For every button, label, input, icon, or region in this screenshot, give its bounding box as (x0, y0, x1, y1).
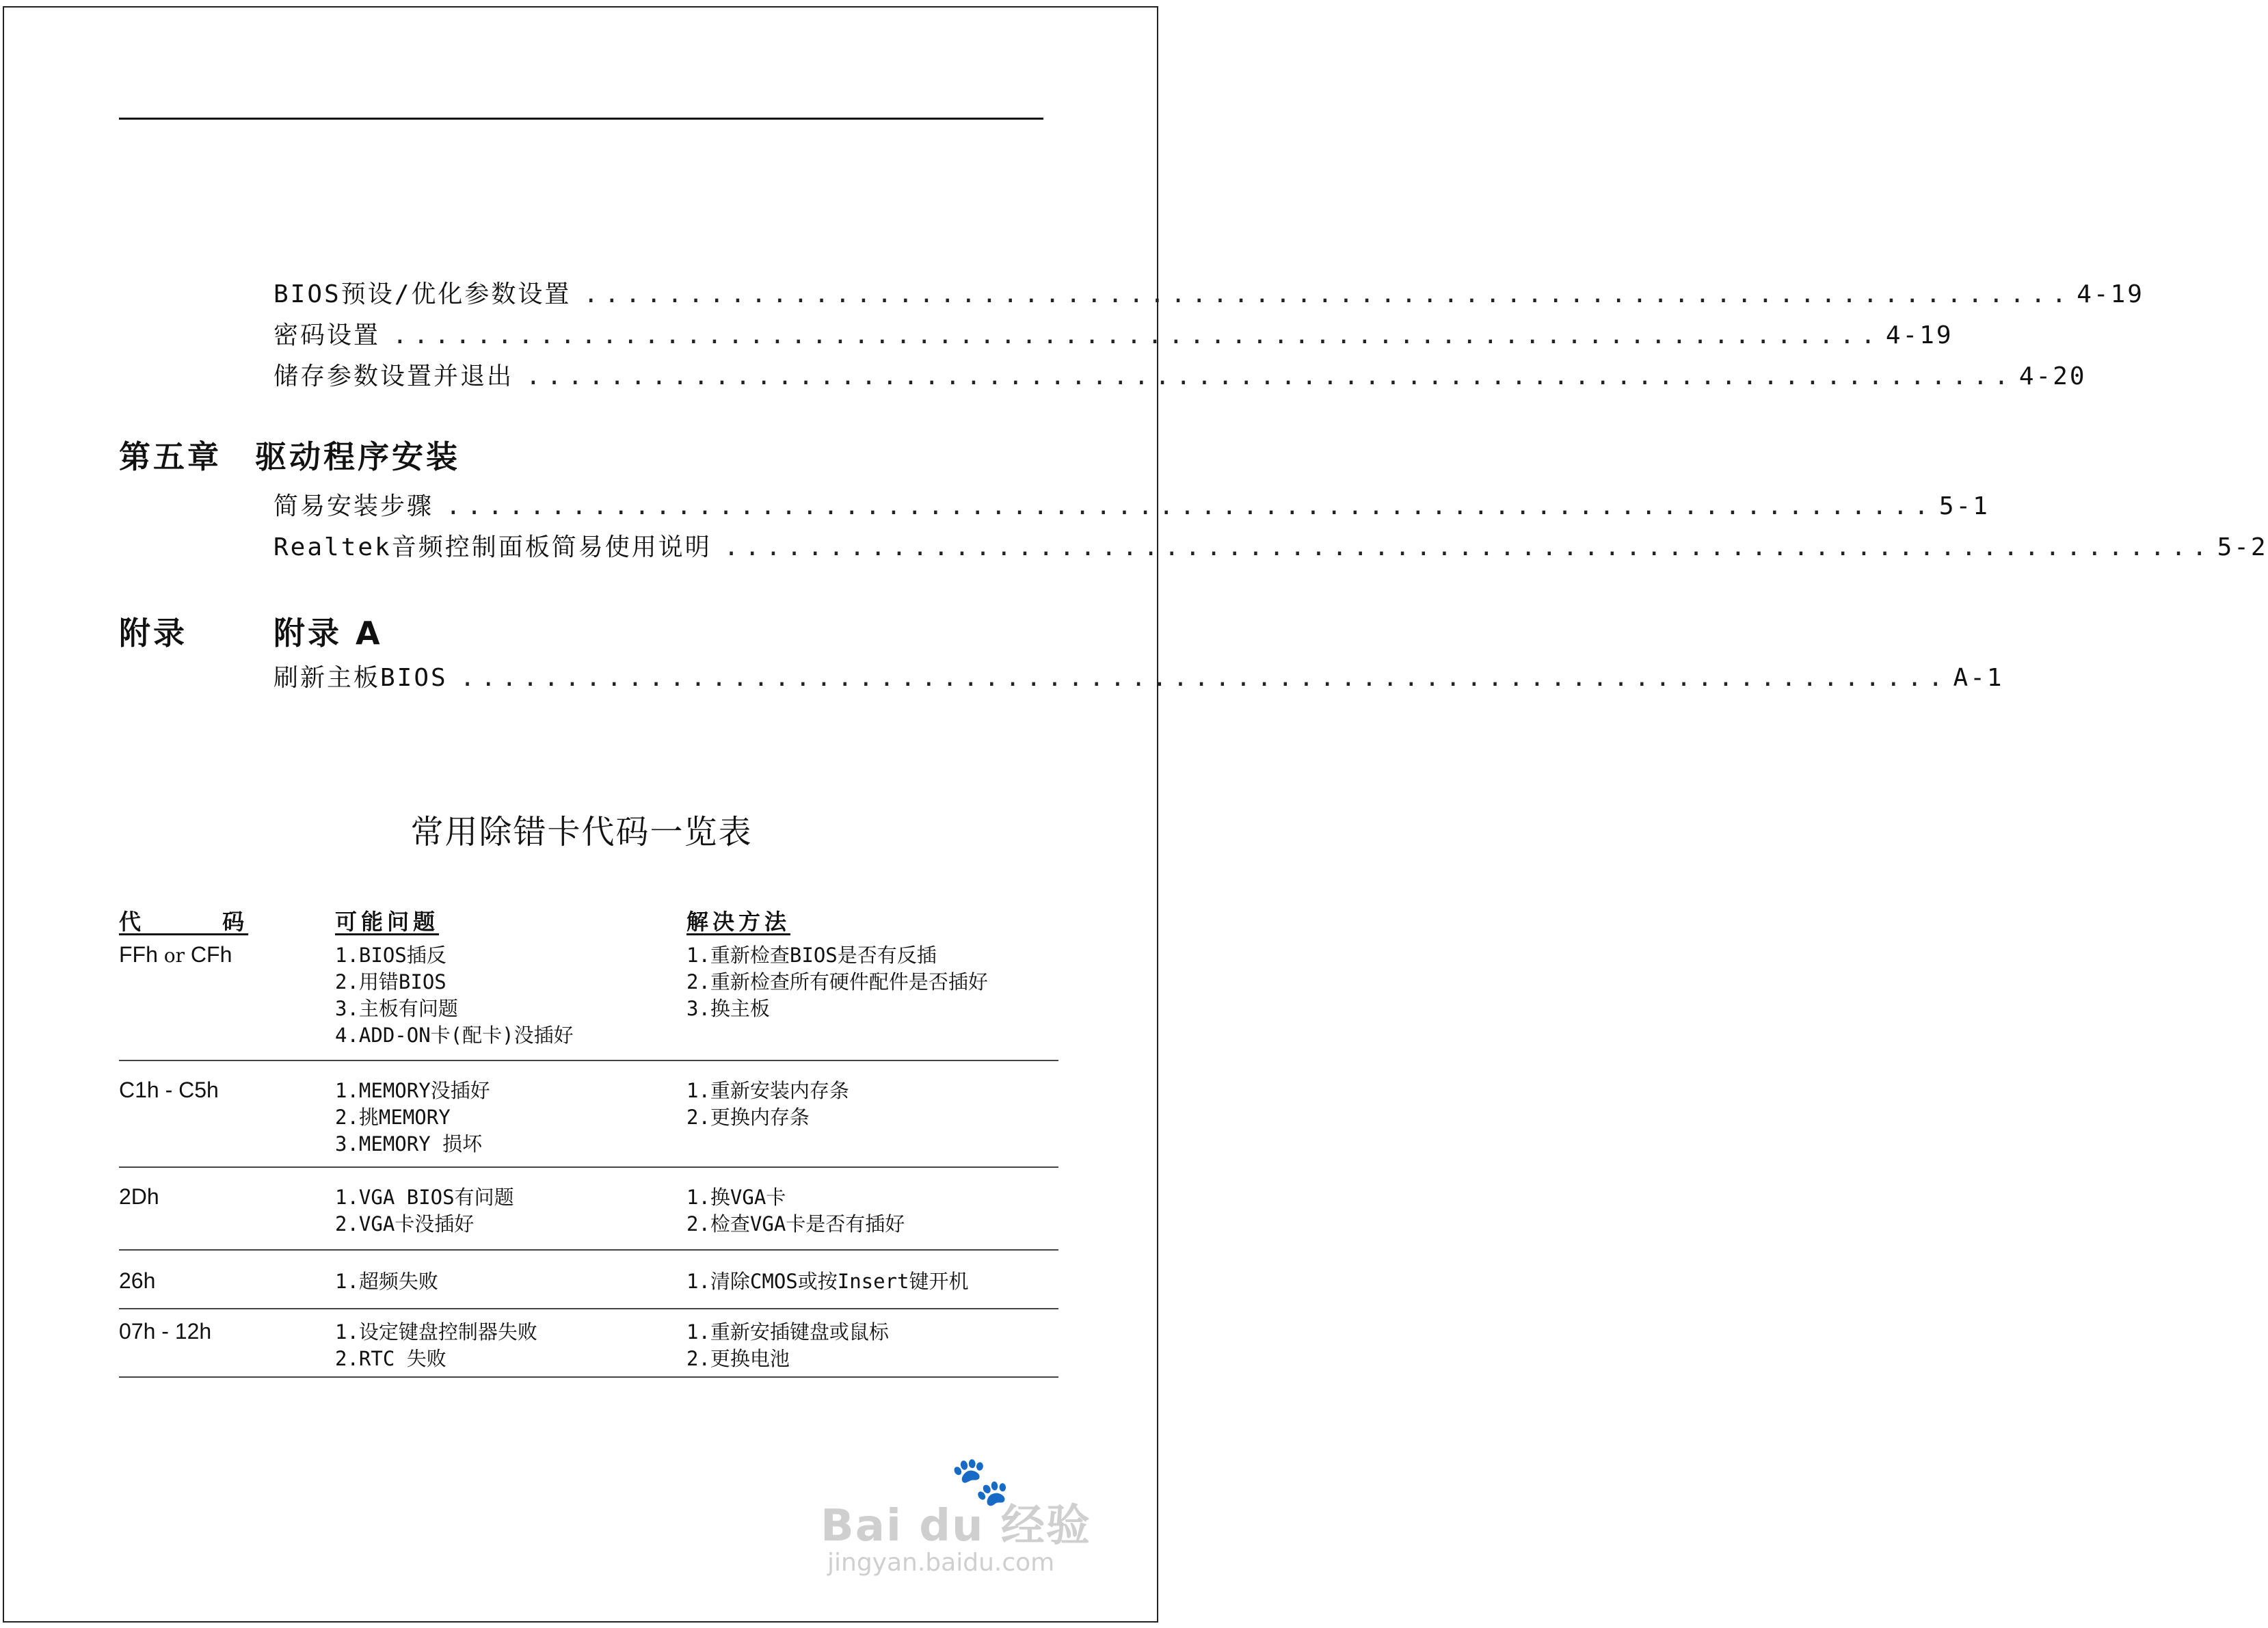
list-item: 1.超频失败 (335, 1270, 438, 1293)
list-item: 4.ADD-ON卡(配卡)没插好 (335, 1024, 574, 1047)
toc-entry-page: 5-1 (1938, 492, 1990, 520)
toc-entry-page: 4-19 (2077, 280, 2144, 308)
list-item: 2.用错BIOS (335, 970, 446, 993)
list-item: 1.设定键盘控制器失败 (335, 1320, 537, 1344)
header-rule (119, 118, 1043, 120)
list-item: 1.BIOS插反 (335, 944, 446, 967)
problems-list (335, 942, 574, 1049)
header-code: 代 码 (119, 909, 249, 935)
toc-entry-page: 4-20 (2018, 362, 2087, 390)
watermark-brand: Bai du 经验 (821, 1501, 1091, 1551)
toc-leader-dots: ....................................................................... (392, 321, 1882, 349)
solutions-list (686, 1078, 849, 1131)
list-item: 1.重新安插键盘或鼠标 (686, 1320, 889, 1344)
problems-list (335, 1184, 514, 1238)
code-part: FFh (119, 942, 158, 967)
code-part: CFh (190, 942, 232, 967)
toc-entry-title: 简易安装步骤 (274, 492, 434, 520)
solutions-list (686, 1319, 889, 1372)
toc-entry-page: 4-19 (1885, 321, 1953, 349)
table-title: 常用除错卡代码一览表 (410, 813, 753, 851)
row-divider (119, 1060, 1058, 1061)
header-solutions: 解决方法 (686, 909, 791, 935)
list-item: 3.换主板 (686, 997, 770, 1020)
list-item: 2.挑MEMORY (335, 1106, 451, 1129)
row-divider (119, 1166, 1058, 1168)
toc-entry[interactable] (274, 316, 1953, 350)
toc-entry[interactable] (274, 528, 2268, 562)
list-item: 3.主板有问题 (335, 997, 458, 1020)
chapter-title: 驱动程序安装 (255, 438, 460, 475)
appendix-title: 附录 A (274, 615, 383, 652)
toc-entry-title: Realtek音频控制面板简易使用说明 (274, 533, 712, 561)
list-item: 2.VGA卡没插好 (335, 1212, 475, 1236)
toc-entry-title: 密码设置 (274, 321, 381, 349)
list-item: 1.重新安装内存条 (686, 1079, 849, 1102)
appendix-label: 附录 (119, 615, 187, 652)
toc-leader-dots: ....................................................................... (723, 533, 2213, 561)
code-part: or (163, 944, 185, 967)
paw-icon: 🐾 (950, 1453, 1011, 1509)
row-divider (119, 1249, 1058, 1251)
list-item: 2.RTC 失败 (335, 1347, 446, 1370)
list-item: 2.更换电池 (686, 1347, 790, 1370)
watermark-domain: jingyan.baidu.com (827, 1549, 1055, 1577)
list-item: 3.MEMORY 损坏 (335, 1132, 483, 1156)
toc-entry-title: 刷新主板BIOS (274, 664, 448, 692)
toc-entry[interactable] (274, 658, 2004, 693)
row-divider (119, 1308, 1058, 1309)
list-item: 1.VGA BIOS有问题 (335, 1186, 514, 1209)
toc-leader-dots: ....................................................................... (526, 362, 2015, 390)
list-item: 1.重新检查BIOS是否有反插 (686, 944, 937, 967)
toc-entry-title: BIOS预设/优化参数设置 (274, 280, 572, 308)
row-code: 2Dh (119, 1184, 159, 1209)
solutions-list (686, 1268, 969, 1295)
toc-entry[interactable] (274, 357, 2087, 391)
toc-entry[interactable] (274, 487, 1990, 521)
chapter-label: 第五章 (119, 438, 222, 475)
row-divider (119, 1376, 1058, 1378)
list-item: 1.MEMORY没插好 (335, 1079, 490, 1102)
list-item: 1.换VGA卡 (686, 1186, 786, 1209)
toc-leader-dots: ....................................................................... (583, 280, 2073, 308)
list-item: 2.重新检查所有硬件配件是否插好 (686, 970, 988, 993)
list-item: 2.更换内存条 (686, 1106, 810, 1129)
list-item: 2.检查VGA卡是否有插好 (686, 1212, 905, 1236)
row-code: C1h - C5h (119, 1078, 219, 1102)
toc-entry-title: 储存参数设置并退出 (274, 362, 514, 390)
problems-list (335, 1319, 537, 1372)
toc-entry[interactable] (274, 275, 2144, 309)
toc-leader-dots: ....................................................................... (446, 492, 1935, 520)
row-code: 07h - 12h (119, 1319, 212, 1344)
header-problems: 可能问题 (335, 909, 440, 935)
row-code (119, 942, 232, 968)
list-item: 1.清除CMOS或按Insert键开机 (686, 1270, 969, 1293)
toc-leader-dots: ....................................................................... (459, 664, 1949, 692)
solutions-list (686, 942, 988, 1022)
row-code: 26h (119, 1268, 156, 1293)
toc-entry-page: A-1 (1953, 664, 2004, 692)
toc-entry-page: 5-2 (2217, 533, 2268, 561)
problems-list (335, 1078, 490, 1158)
baidu-jingyan-watermark (821, 1453, 1094, 1576)
solutions-list (686, 1184, 905, 1238)
problems-list (335, 1268, 438, 1295)
